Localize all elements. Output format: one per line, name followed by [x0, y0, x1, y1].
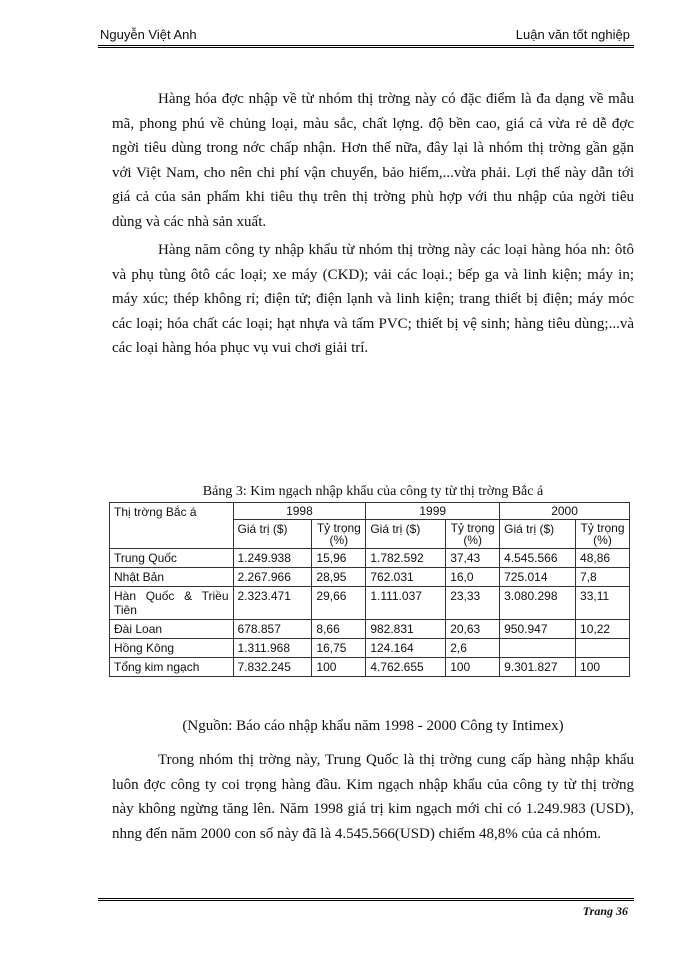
market-name: Tổng kim ngạch	[110, 658, 234, 677]
share-1999: 2,6	[446, 639, 500, 658]
share-2000	[576, 639, 630, 658]
value-header: Giá trị ($)	[233, 520, 312, 549]
page-number: Trang 36	[582, 904, 628, 918]
market-name: Hồng Kông	[110, 639, 234, 658]
table-row	[110, 568, 630, 587]
value-1999: 4.762.655	[366, 658, 446, 677]
share-header: Tỷ trọng (%)	[576, 520, 630, 549]
share-1999: 37,43	[446, 549, 500, 568]
value-2000: 4.545.566	[500, 549, 576, 568]
value-1999: 982.831	[366, 620, 446, 639]
value-header: Giá trị ($)	[500, 520, 576, 549]
value-1998: 678.857	[233, 620, 312, 639]
footer-rule-double	[98, 900, 634, 901]
value-2000: 725.014	[500, 568, 576, 587]
value-1998: 1.249.938	[233, 549, 312, 568]
year-header-2000: 2000	[500, 503, 630, 520]
share-1998: 15,96	[312, 549, 366, 568]
value-1998: 2.323.471	[233, 587, 312, 620]
value-2000: 950.947	[500, 620, 576, 639]
share-1998: 29,66	[312, 587, 366, 620]
header-rule	[98, 45, 634, 46]
market-column-header: Thị trờng Bắc á	[110, 503, 234, 549]
value-2000: 3.080.298	[500, 587, 576, 620]
table-total-row	[110, 658, 630, 677]
value-1998: 7.832.245	[233, 658, 312, 677]
share-1998: 16,75	[312, 639, 366, 658]
table-row	[110, 639, 630, 658]
value-1999: 762.031	[366, 568, 446, 587]
market-name: Trung Quốc	[110, 549, 234, 568]
paragraph-1: Hàng hóa đợc nhập về từ nhóm thị trờng này có đặc điểm là đa dạng về mẫu mã, phong phú về chủng loại, màu sắc, chất lợng. độ bền cao, giá cả vừa rẻ dễ đợc ngời tiêu dùng trong nớc chấp nhận. Hơn thế nữa, đây lại là nhóm thị trờng gần gặn với Việt Nam, cho nên chi phí vận chuyển, bảo hiểm,...vừa phải. Lợi thế này dẫn tới giá cả của sản phẩm khi tiêu thụ trên thị trờng phù hợp với thu nhập của ngời tiêu dùng và các nhà sản xuất.	[112, 91, 634, 230]
market-name: Nhật Bản	[110, 568, 234, 587]
value-1999: 1.782.592	[366, 549, 446, 568]
table-row	[110, 587, 630, 620]
share-1999: 100	[446, 658, 500, 677]
share-header: Tỷ trọng (%)	[312, 520, 366, 549]
table-row	[110, 620, 630, 639]
table-header-row	[110, 503, 630, 520]
value-1999: 124.164	[366, 639, 446, 658]
market-name: Hàn Quốc & Triều Tiên	[110, 587, 234, 620]
share-1999: 20,63	[446, 620, 500, 639]
value-1999: 1.111.037	[366, 587, 446, 620]
table-row	[110, 549, 630, 568]
share-2000: 33,11	[576, 587, 630, 620]
share-2000: 48,86	[576, 549, 630, 568]
share-1999: 23,33	[446, 587, 500, 620]
share-2000: 100	[576, 658, 630, 677]
value-2000: 9.301.827	[500, 658, 576, 677]
market-name: Đài Loan	[110, 620, 234, 639]
table-source-note: (Nguồn: Báo cáo nhập khẩu năm 1998 - 2000 Công ty Intimex)	[182, 718, 564, 734]
header-author: Nguyễn Việt Anh	[100, 27, 197, 42]
value-1998: 1.311.968	[233, 639, 312, 658]
share-1998: 28,95	[312, 568, 366, 587]
header-rule-double	[98, 47, 634, 48]
share-2000: 10,22	[576, 620, 630, 639]
share-1998: 100	[312, 658, 366, 677]
value-header: Giá trị ($)	[366, 520, 446, 549]
value-1998: 2.267.966	[233, 568, 312, 587]
paragraph-2: Hàng năm công ty nhập khẩu từ nhóm thị trờng này các loại hàng hóa nh: ôtô và phụ tùng ôtô các loại; xe máy (CKD); vải các loại.; bếp ga và linh kiện; máy in; máy xúc; thép không rỉ; điện tử; điện lạnh và linh kiện; trang thiết bị điện; máy móc các loại; hóa chất các loại; hạt nhựa và tấm PVC; thiết bị vệ sinh; hàng tiêu dùng;...và các loại hàng hóa phục vụ vui chơi giải trí.	[112, 242, 634, 357]
import-turnover-table	[109, 502, 630, 677]
paragraph-3: Trong nhóm thị trờng này, Trung Quốc là thị trờng cung cấp hàng nhập khẩu luôn đợc công ty coi trọng hàng đầu. Kim ngạch nhập khẩu của công ty từ thị trờng này không ngừng tăng lên. Năm 1998 giá trị kim ngạch mới chỉ có 1.249.983 (USD), nhng đến năm 2000 con số này đã là 4.545.566(USD) chiếm 48,8% của cả nhóm.	[112, 752, 634, 842]
year-header-1998: 1998	[233, 503, 366, 520]
share-1999: 16,0	[446, 568, 500, 587]
share-2000: 7,8	[576, 568, 630, 587]
value-2000	[500, 639, 576, 658]
share-1998: 8,66	[312, 620, 366, 639]
footer-rule	[98, 898, 634, 899]
year-header-1999: 1999	[366, 503, 500, 520]
page-header	[98, 26, 634, 46]
share-header: Tỷ trọng (%)	[446, 520, 500, 549]
header-thesis-title: Luận văn tốt nghiệp	[515, 27, 630, 42]
table-caption: Bảng 3: Kim ngạch nhập khẩu của công ty từ thị trờng Bắc á	[202, 484, 544, 499]
